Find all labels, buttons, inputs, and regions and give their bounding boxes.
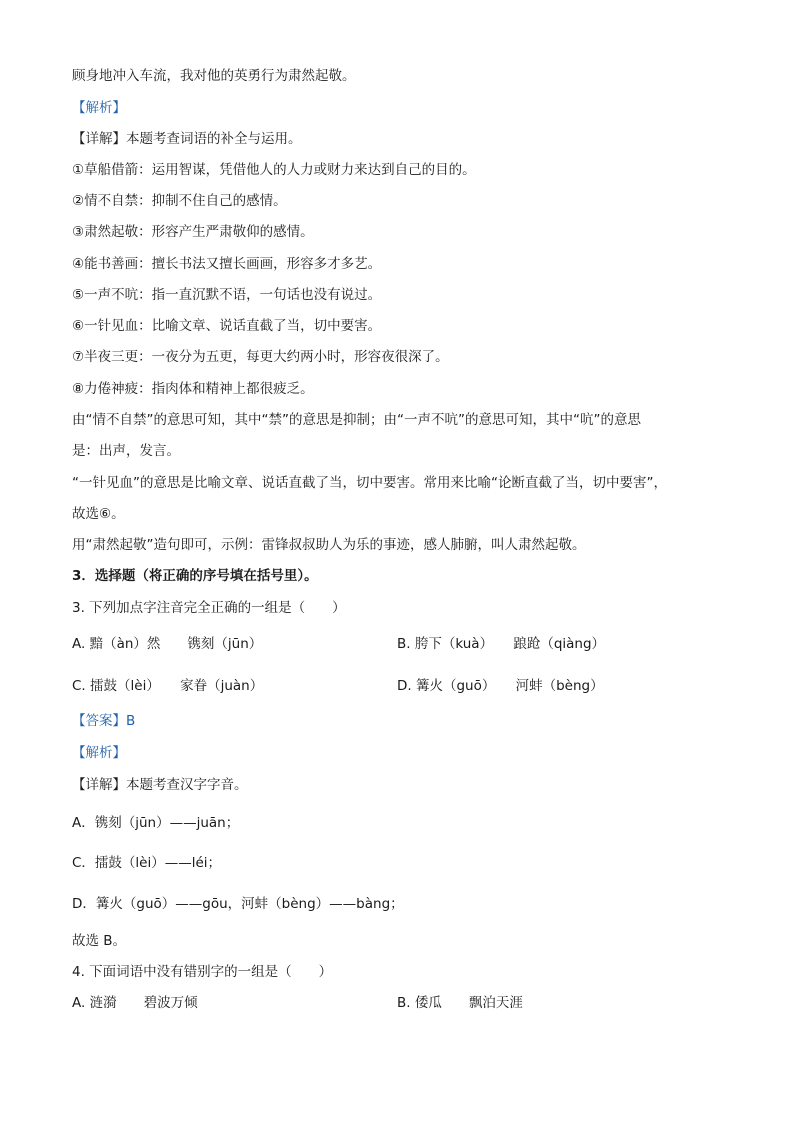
text-line: 故选⑥。: [72, 506, 125, 522]
explanation-item: ⑧力倦神疲：指肉体和精神上都很疲乏。: [72, 381, 314, 397]
analysis-heading: 【解析】: [72, 745, 126, 761]
answer-line: 【答案】B: [72, 713, 136, 729]
q4-options-row-1: [72, 993, 722, 1013]
question-3: 3. 下列加点字注音完全正确的一组是（ ）: [72, 600, 346, 616]
analysis-item: D．篝火（guō）——gōu，河蚌（bèng）——bàng；: [72, 896, 404, 912]
explanation-item: ③肃然起敬：形容产生严肃敬仰的感情。: [72, 224, 314, 240]
detail-line: 【详解】本题考查汉字字音。: [72, 777, 248, 793]
text-line: 由“情不自禁”的意思可知，其中“禁”的意思是抑制；由“一声不吭”的意思可知，其中“吭”的意思: [72, 412, 641, 428]
explanation-item: ①草船借箭：运用智谋，凭借他人的人力或财力来达到自己的目的。: [72, 162, 476, 178]
q3-option-b: B. 胯下（kuà） 踉跄（qiàng）: [397, 636, 606, 652]
detail-line: 【详解】本题考查词语的补全与运用。: [72, 131, 302, 147]
explanation-item: ④能书善画：擅长书法又擅长画画，形容多才多艺。: [72, 256, 382, 272]
q3-option-d: D. 篝火（guō） 河蚌（bèng）: [397, 678, 604, 694]
analysis-item: A．镌刻（jūn）——juān；: [72, 815, 240, 831]
explanation-item: ⑦半夜三更：一夜分为五更，每更大约两小时，形容夜很深了。: [72, 349, 449, 365]
analysis-heading: 【解析】: [72, 100, 126, 116]
q3-option-a: A. 黯（àn）然 镌刻（jūn）: [72, 636, 263, 652]
text-line: “一针见血”的意思是比喻文章、说话直截了当，切中要害。常用来比喻“论断直截了当，切中要害”，: [72, 475, 667, 491]
text-line: 用“肃然起敬”造句即可，示例：雷锋叔叔助人为乐的事迹，感人肺腑，叫人肃然起敬。: [72, 537, 586, 553]
text-line: 是：出声，发言。: [72, 443, 180, 459]
q4-option-b: B. 倭瓜 飘泊天涯: [397, 995, 523, 1011]
explanation-item: ⑤一声不吭：指一直沉默不语，一句话也没有说过。: [72, 287, 382, 303]
explanation-item: ②情不自禁：抑制不住自己的感情。: [72, 193, 287, 209]
analysis-item: C．擂鼓（lèi）——léi；: [72, 855, 222, 871]
explanation-item: ⑥一针见血：比喻文章、说话直截了当，切中要害。: [72, 318, 382, 334]
text-line: 故选 B。: [72, 933, 127, 949]
text-line: 顾身地冲入车流，我对他的英勇行为肃然起敬。: [72, 68, 356, 84]
q4-option-a: A. 涟漪 碧波万倾: [72, 995, 198, 1011]
section-heading: 3．选择题（将正确的序号填在括号里）。: [72, 568, 318, 584]
q3-options-row-2: [72, 676, 722, 696]
q3-options-row-1: [72, 634, 722, 654]
q3-option-c: C. 擂鼓（lèi） 家眷（juàn）: [72, 678, 264, 694]
question-4: 4. 下面词语中没有错别字的一组是（ ）: [72, 964, 333, 980]
